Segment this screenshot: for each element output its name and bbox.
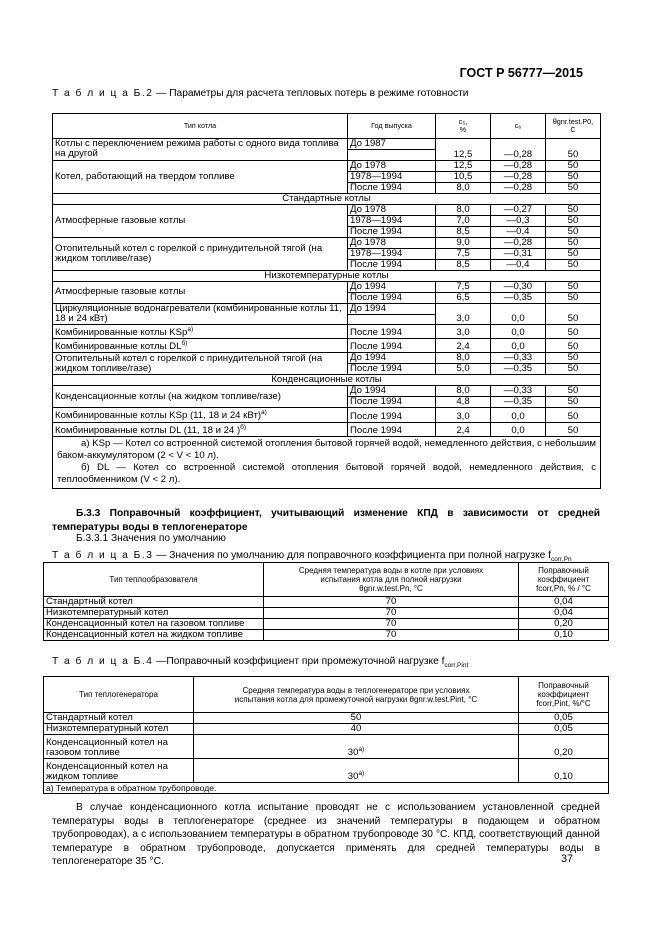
b2-section-standard: Стандартные котлы: [53, 193, 601, 204]
b2-r4-type: Отопительный котел с горелкой с принудительной тягой (на жидком топливе/газе): [53, 237, 348, 270]
b2-r1-year: До 1987: [348, 139, 436, 150]
b2-r12-type: Комбинированные котлы DL (11, 18 и 24 )$^{б)}$: [53, 422, 348, 436]
table-row: Конденсационный котел на жидком топливе $30^{а)}$ 0,10: [44, 759, 609, 783]
table-b4: [43, 676, 609, 794]
b2-r5-type: Атмосферные газовые котлы: [53, 281, 348, 303]
gost-header: ГОСТ Р 56777—2015: [459, 66, 583, 80]
b4-footnote: а) Температура в обратном трубопроводе.: [44, 783, 609, 794]
b4-th-temp: Средняя температура воды в теплогенераторе при условиях испытания котла для промежуточной нагрузки θgnr.w.test.Pint, °C: [194, 677, 519, 713]
th-c6: c₆: [491, 114, 546, 139]
b2-r7-type: Комбинированные котлы KSp$^{а)}$: [53, 325, 348, 339]
b4-th-type: Тип теплогенератора: [44, 677, 194, 713]
table-row: Низкотемпературный котел 70 0,04: [44, 608, 609, 619]
th-c5: c₅, %: [436, 114, 491, 139]
b2-r6-type: Циркуляционные водонагреватели (комбинированные котлы 11, 18 и 24 кВт): [53, 303, 348, 325]
table-row: Стандартный котел 70 0,04: [44, 597, 609, 608]
b2-section-condensing: Конденсационные котлы: [53, 375, 601, 386]
b2-r2-type: Котел, работающий на твердом топливе: [53, 160, 348, 193]
b2-r11-type: Комбинированные котлы KSp (11, 18 и 24 кВт)$^{а)}$: [53, 408, 348, 422]
b2-r10-type: Конденсационные котлы (на жидком топливе/газе): [53, 386, 348, 408]
th-type: Тип котла: [53, 114, 348, 139]
table-row: Конденсационный котел на газовом топливе $30^{а)}$ 0,20: [44, 735, 609, 759]
b2-footnote-a: а) KSp — Котел со встроенной системой отопления бытовой горячей водой, немедленного действия, с небольшим баком-аккумулятором (2 < V < 10 л).: [57, 437, 596, 461]
page-number: 37: [560, 853, 573, 865]
table-row: Конденсационный котел на жидком топливе 70 0,10: [44, 630, 609, 641]
table-row: Стандартный котел 50 0,05: [44, 713, 609, 724]
b2-section-lowtemp: Низкотемпературные котлы: [53, 270, 601, 281]
table-b2-caption-text: — Параметры для расчета тепловых потерь в режиме готовности: [153, 88, 469, 99]
table-b2: Тип котла Год выпуска c₅, % c₆ θgnr.test.P0, C Котлы с переключением режима работы с одного вида топлива на другой До 1987 12,5 —0,28 50 Котел, работающий на твердом топливе До 1978 12,5 —0,28 50 1978—1994 10,5 —0,28 50 После 1994 8,0 —0,28 50 Стандартные котлы Атмосферные газовые котлы До 1978 8,0 —0,27 50 1978—1994 7,0 —0,3 50 После 1994 8,5 —0,4 50 Отопительный котел с горелкой с принудительной тягой (на жидком топливе/газе) До 1978 9,0 —0,28 50 1978—1994 7,5 —0,31 50 После 1994 8,5 —0,4 50 Низкотемпературные котлы Атмосферные газовые котлы До 1994 7,5 —0,30 50 После 1994 6,5 —0,35 50 Циркуляционные водонагреватели (комбинированные котлы 11, 18 и 24 кВт) До 1994 3,0 0,0 50 Комбинированные котлы KSp$^{а)}$ После 1994 3,0 0,0 50 Комбинированные котлы $DL^{б)}$ После 1994 2,4 0,0 50 Отопительный котел с горелкой с принудительной тягой (на жидком топливе/газе) До 1994 8,0 —0,33 50 После 1994 5,0 —0,35 50 Конденсационные котлы Конденсационные котлы (на жидком топливе/газе) До 1994 8,0 —0,33 50 После 1994 4,8 —0,35 50 Комбинированные котлы KSp (11, 18 и 24 кВт)$^{а)}$ После 1994 3,0 0,0 50 Комбинированные котлы DL (11, 18 и 24 )$^{б)}$ После 1994 2,4 0,0 50 а) KSp — Котел со встроенной системой отопления бытовой горячей водой, немедленного действия, с небольшим баком-аккумулятором (2 < V < 10 л). б) DL — Котел со встроенной системой отопления бытовой горячей водой, немедленного действия, с теплообменником (V < 2 л).: [52, 113, 601, 489]
section-heading: Б.3.3 Поправочный коэффициент, учитывающий изменение КПД в зависимости от средней температуры воды в теплогенераторе: [52, 508, 600, 533]
b3-th-coef: Поправочный коэффициент fcorr,Pn, % / °C: [519, 563, 609, 597]
b2-r1-c6: —0,28: [491, 150, 546, 161]
th-theta: θgnr.test.P0, C: [546, 114, 601, 139]
b2-r1-t: 50: [546, 150, 601, 161]
table-row: Конденсационный котел на газовом топливе 70 0,20: [44, 619, 609, 630]
b2-r9-type: Отопительный котел с горелкой с принудительной тягой (на жидком топливе/газе): [53, 353, 348, 375]
table-b3-caption: Т а б л и ц а Б.3 — Значения по умолчанию для поправочного коэффициента при полной нагрузке $f_{corr,Pn}$: [52, 550, 572, 564]
b2-r1-type: Котлы с переключением режима работы с одного вида топлива на другой: [53, 139, 348, 161]
b2-r8-type: Комбинированные котлы $DL^{б)}$: [53, 339, 348, 353]
table-b2-caption-label: Т а б л и ц а Б.2: [52, 88, 154, 99]
b2-footnote-b: б) DL — Котел со встроенной системой отопления бытовой горячей водой, немедленного действия, с теплообменником (V < 2 л).: [57, 461, 596, 485]
table-b3: [43, 562, 609, 641]
th-year: Год выпуска: [348, 114, 436, 139]
b3-th-temp: Средняя температура воды в котле при условиях испытания котла для полной нагрузки θgnr.w.test.Pn, °C: [264, 563, 519, 597]
closing-paragraph: В случае конденсационного котла испытание проводят не с использованием установленной средней температуры воды в теплогенераторе (среднее из значений температуры в подающем и обратном трубопроводах), а с использованием температуры в обратном трубопроводе 30 °C. КПД, соответствующий данной температуре в обратном трубопроводе, допускается применять для средней температуры воды в теплогенераторе 35 °C.: [52, 802, 600, 867]
b2-r1-c5: 12,5: [436, 150, 491, 161]
table-b4-caption: Т а б л и ц а Б.4 —Поправочный коэффициент при промежуточной нагрузке $f_{corr,Pint}$: [52, 656, 469, 670]
b3-th-type: Тип теплообразователя: [44, 563, 264, 597]
b2-r3-type: Атмосферные газовые котлы: [53, 204, 348, 237]
table-b2-caption: [52, 88, 468, 99]
b4-th-coef: Поправочный коэффициент fcorr,Pint, %/°C: [519, 677, 609, 713]
b2-footnotes: [53, 436, 601, 488]
table-row: Низкотемпературный котел 40 0,05: [44, 724, 609, 735]
section-sub: Б.3.3.1 Значения по умолчанию: [76, 533, 226, 544]
